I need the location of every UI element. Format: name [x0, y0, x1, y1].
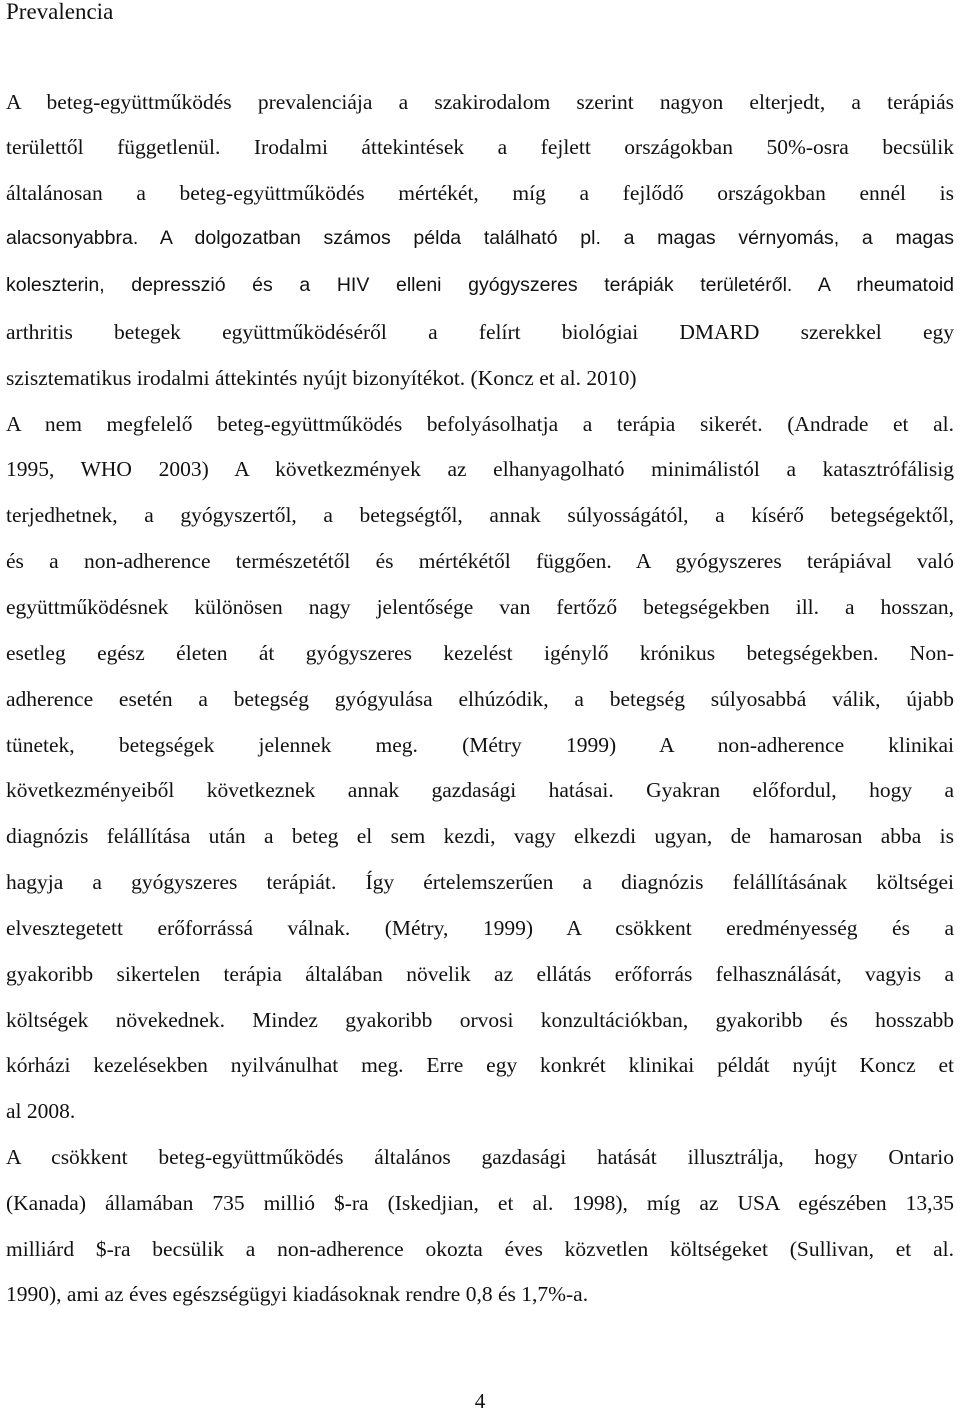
text-line: A csökkent beteg-együttműködés általános gazdasági hatását illusztrálja, hogy Ontario [6, 1145, 954, 1169]
text-line: kórházi kezelésekben nyilvánulhat meg. Erre egy konkrét klinikai példát nyújt Koncz et [6, 1053, 954, 1077]
text-line: A beteg-együttműködés prevalenciája a szakirodalom szerint nagyon elterjedt, a terápiás [6, 90, 954, 114]
text-line: esetleg egész életen át gyógyszeres kezelést igénylő krónikus betegségekben. Non- [6, 641, 954, 665]
text-line: következményeiből következnek annak gazdasági hatásai. Gyakran előfordul, hogy a [6, 778, 954, 802]
text-line: arthritis betegek együttműködéséről a felírt biológiai DMARD szerekkel egy [6, 320, 954, 344]
text-line: adherence esetén a betegség gyógyulása elhúzódik, a betegség súlyosabbá válik, újabb [6, 687, 954, 711]
text-line: hagyja a gyógyszeres terápiát. Így értelemszerűen a diagnózis felállításának költségei [6, 870, 954, 894]
text-line: költségek növekednek. Mindez gyakoribb orvosi konzultációkban, gyakoribb és hosszabb [6, 1008, 954, 1032]
text-line: alacsonyabbra. A dolgozatban számos példa található pl. a magas vérnyomás, a magas [6, 227, 954, 249]
text-line: koleszterin, depresszió és a HIV elleni gyógyszeres terápiák területéről. A rheumatoid [6, 274, 954, 296]
text-line: gyakoribb sikertelen terápia általában növelik az ellátás erőforrás felhasználását, vagyis a [6, 962, 954, 986]
text-line: elvesztegetett erőforrássá válnak. (Métry, 1999) A csökkent eredményesség és a [6, 916, 954, 940]
text-line: és a non-adherence természetétől és mértékétől függően. A gyógyszeres terápiával való [6, 549, 954, 573]
text-line: al 2008. [6, 1099, 76, 1123]
text-line: együttműködésnek különösen nagy jelentősége van fertőző betegségekben ill. a hosszan, [6, 595, 954, 619]
text-line: 1995, WHO 2003) A következmények az elhanyagolható minimálistól a katasztrófálisig [6, 457, 954, 481]
text-line: milliárd $-ra becsülik a non-adherence okozta éves közvetlen költségeket (Sullivan, et al. [6, 1237, 954, 1261]
section-heading: Prevalencia [6, 0, 114, 24]
text-line: tünetek, betegségek jelennek meg. (Métry 1999) A non-adherence klinikai [6, 733, 954, 757]
text-line: szisztematikus irodalmi áttekintés nyújt bizonyítékot. (Koncz et al. 2010) [6, 366, 637, 390]
text-line: (Kanada) államában 735 millió $-ra (Iskedjian, et al. 1998), míg az USA egészében 13,35 [6, 1191, 954, 1215]
text-line: általánosan a beteg-együttműködés mértékét, míg a fejlődő országokban ennél is [6, 181, 954, 205]
text-line: A nem megfelelő beteg-együttműködés befolyásolhatja a terápia sikerét. (Andrade et al. [6, 412, 954, 436]
page-number: 4 [474, 1389, 486, 1413]
text-line: diagnózis felállítása után a beteg el sem kezdi, vagy elkezdi ugyan, de hamarosan abba is [6, 824, 954, 848]
text-line: 1990), ami az éves egészségügyi kiadásoknak rendre 0,8 és 1,7%-a. [6, 1282, 589, 1306]
text-line: területtől függetlenül. Irodalmi áttekintések a fejlett országokban 50%-osra becsülik [6, 135, 954, 159]
text-line: terjedhetnek, a gyógyszertől, a betegségtől, annak súlyosságától, a kísérő betegségektől, [6, 503, 954, 527]
